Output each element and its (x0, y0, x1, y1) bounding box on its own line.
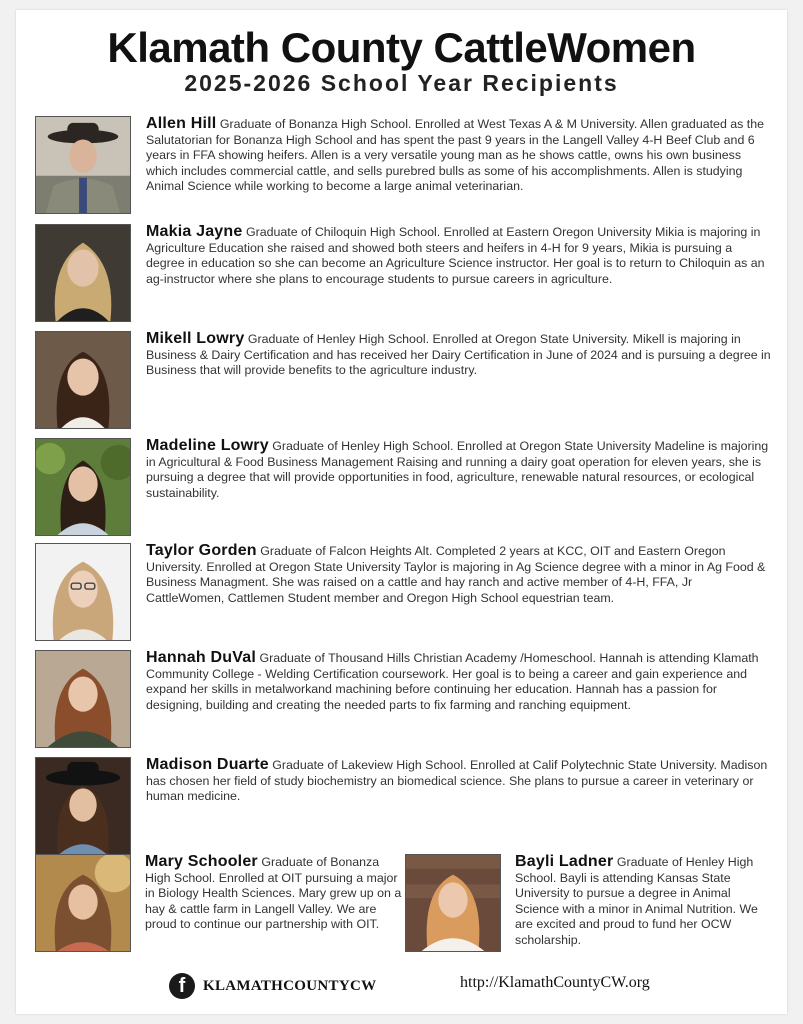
facebook-icon: f (169, 973, 195, 999)
website-link[interactable]: http://KlamathCountyCW.org (460, 974, 650, 991)
recipient-photo (405, 854, 501, 952)
recipient-bio: Graduate of Falcon Heights Alt. Completed 2 years at KCC, OIT and Eastern Oregon University. Enrolled at Oregon State University Taylor is majoring in Ag Science degree with a minor in Ag Food & Business Managment. She was raised on a cattle and hay ranch and active member of 4-H, FFA, Jr CattleWomen, Cattlemen Student member and Oregon High School equestrian team. (146, 544, 766, 605)
recipient-description (146, 650, 771, 713)
recipient-description (146, 438, 771, 501)
flyer-page (16, 10, 787, 1014)
recipient-photo (35, 331, 131, 429)
facebook-handle: KLAMATHCOUNTYCW (203, 977, 377, 994)
recipient-description (146, 757, 771, 805)
recipient-photo (35, 854, 131, 952)
recipient-bio: Graduate of Lakeview High School. Enrolled at Calif Polytechnic State University. Madison has chosen her field of study biochemistry an biomedical science. She plans to pursue a career in veterinary or human medicine. (146, 758, 768, 804)
recipient-description (145, 854, 407, 933)
recipient-name: Allen Hill (146, 115, 217, 132)
recipient-photo (35, 757, 131, 855)
recipient-name: Mikell Lowry (146, 330, 245, 347)
recipient-bio: Graduate of Henley High School. Enrolled at Oregon State University. Mikell is majoring in Business & Dairy Certification and has received her Dairy Certification in June of 2024 and is pursuing a degree in Business that will provide benefits to the agriculture industry. (146, 332, 771, 378)
recipient-name: Taylor Gorden (146, 542, 257, 559)
recipient-description (146, 116, 771, 195)
recipient-description (515, 854, 777, 949)
recipient-name: Madison Duarte (146, 756, 269, 773)
recipient-description (146, 224, 771, 287)
recipient-bio: Graduate of Bonanza High School. Enrolled at West Texas A & M University. Allen graduated as the Salutatorian for Bonanza High School and has spent the past 9 years in the Langell Valley 4-H Beef Club and 6 years in FFA showing heifers. Allen is a very versatile young man as he shows cattle, owns his own business which includes commercial cattle, and sells purebred bulls as some of his accomplishments. Allen is studying Animal Science while working to become a large animal veterinarian. (146, 117, 765, 194)
page-subtitle: 2025-2026 School Year Recipients (184, 70, 619, 96)
recipient-photo (35, 224, 131, 322)
recipient-bio: Graduate of Henley High School. Bayli is attending Kansas State University to pursue a degree in Animal Science with a minor in Animal Nutrition. We are excited and proud to fund her OCW scholarship. (515, 855, 758, 947)
recipient-name: Makia Jayne (146, 223, 243, 240)
recipient-name: Madeline Lowry (146, 437, 269, 454)
recipient-photo (35, 438, 131, 536)
recipient-name: Bayli Ladner (515, 853, 614, 870)
recipient-bio: Graduate of Thousand Hills Christian Academy /Homeschool. Hannah is attending Klamath Community College - Welding Certification coursework. Her goal is to being a career and gain experience and expand her skills in metalworkand machining before continuing her education. Hannah has a passion for designing, building and creating the needed parts to fix farming and ranching equipment. (146, 651, 759, 712)
page-title: Klamath County CattleWomen (107, 24, 696, 71)
facebook-link[interactable] (169, 972, 376, 1000)
recipient-bio: Graduate of Bonanza High School. Enrolled at OIT pursuing a major in Biology Health Sciences. Mary grew up on a hay & cattle farm in Langell Valley. We are proud to continue our partnership with OIT. (145, 855, 402, 932)
recipient-name: Mary Schooler (145, 853, 258, 870)
recipient-description (146, 543, 771, 606)
recipient-description (146, 331, 771, 379)
recipient-bio: Graduate of Henley High School. Enrolled at Oregon State University Madeline is majoring in Agricultural & Food Business Management Raising and running a dairy goat operation for eleven years, she is pursuing a degree that will provide opportunities in food, agriculture, renewable natural resources, or ecological sustainability. (146, 439, 769, 500)
recipient-bio: Graduate of Chiloquin High School. Enrolled at Eastern Oregon University Mikia is majoring in Agriculture Education she raised and showed both steers and heifers in 4-H for 9 years, Mikia is pursuing a degree in education so she can become an Agriculture Science instructor. Her goal is to return to Chiloquin as an ag-instructor where she plans to encourage students to pursue careers in agriculture. (146, 225, 765, 286)
recipient-photo (35, 543, 131, 641)
recipient-photo (35, 650, 131, 748)
recipient-photo (35, 116, 131, 214)
recipient-name: Hannah DuVal (146, 649, 256, 666)
